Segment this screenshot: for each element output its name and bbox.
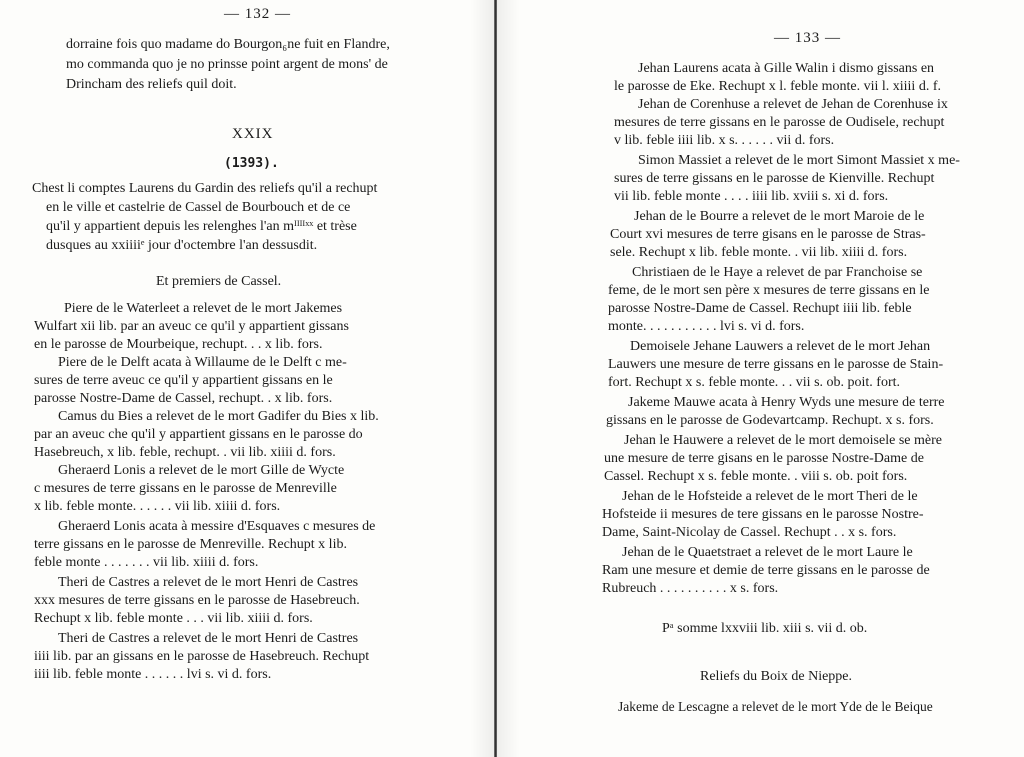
subheading: Reliefs du Boix de Nieppe. — [700, 669, 853, 684]
entry-line: Demoisele Jehane Lauwers a relevet de le mort Jehan — [630, 339, 931, 354]
entry-line: Jakeme de Lescagne a relevet de le mort Yde de le Beique — [618, 699, 933, 714]
entry-line: Lauwers une mesure de terre gissans en le parosse de Stain- — [608, 357, 944, 372]
entry-line: Christiaen de le Haye a relevet de par Franchoise se — [632, 265, 923, 280]
entry-line: Piere de le Waterleet a relevet de le mort Jakemes — [64, 301, 343, 316]
entry-line: le parosse de Eke. Rechupt x l. feble monte. vii l. xiiii d. f. — [614, 79, 941, 94]
entry-line: Gheraerd Lonis a relevet de le mort Gille de Wycte — [58, 463, 345, 478]
entry-line: Theri de Castres a relevet de le mort Henri de Castres — [58, 631, 359, 646]
entry-line: sures de terre aveuc ce qu'il y appartient gissans en le — [34, 373, 333, 388]
continuation-line: Drincham des reliefs quil doit. — [66, 77, 237, 92]
entry-line: mesures de terre gissans en le parosse de Oudisele, rechupt — [614, 115, 945, 130]
book-gutter — [494, 0, 497, 757]
continuation-line: mo commanda quo je no prinsse point argent de mons' de — [66, 57, 388, 72]
entry-line: Hofsteide ii mesures de tere gissans en le parosse Nostre- — [602, 507, 924, 522]
entry-line: une mesure de terre gisans en le parosse Nostre-Dame de — [604, 451, 924, 466]
entry-line: en le parosse de Mourbeique, rechupt. . . x lib. fors. — [34, 337, 323, 352]
entry-line: Rechupt x lib. feble monte . . . vii lib. xiiii d. fors. — [34, 611, 313, 626]
entry-line: terre gissans en le parosse de Menreville. Rechupt x lib. — [34, 537, 347, 552]
entry-line: Piere de le Delft acata à Willaume de le Delft c me- — [58, 355, 347, 370]
entry-line: Jehan de le Hofsteide a relevet de le mort Theri de le — [622, 489, 918, 504]
entry-line: Jehan de le Quaetstraet a relevet de le mort Laure le — [622, 545, 913, 560]
entry-line: vii lib. feble monte . . . . iiii lib. xviii s. xi d. fors. — [614, 189, 889, 204]
entry-line: Jehan de Corenhuse a relevet de Jehan de Corenhuse ix — [638, 97, 948, 112]
entry-line: Jehan de le Bourre a relevet de le mort Maroie de le — [634, 209, 925, 224]
entry-line: sele. Rechupt x lib. feble monte. . vii lib. xiiii d. fors. — [610, 245, 908, 260]
entry-line: Cassel. Rechupt x s. feble monte. . viii s. ob. poit fors. — [604, 469, 908, 484]
continuation-line: dorraine fois quo madame do Bourgon₆ne fuit en Flandre, — [66, 37, 390, 52]
entry-line: par an aveuc che qu'il y appartient gissans en le parosse do — [34, 427, 363, 442]
entry-line: parosse Nostre-Dame de Cassel, rechupt. . x lib. fors. — [34, 391, 333, 406]
entry-line: Jehan Laurens acata à Gille Walin i dismo gissans en — [638, 61, 935, 76]
entry-line: parosse Nostre-Dame de Cassel. Rechupt iiii lib. feble — [608, 301, 912, 316]
entry-line: feme, de le mort sen père x mesures de terre gissans en le — [608, 283, 930, 298]
intro-line: en le ville et castelrie de Cassel de Bourbouch et de ce — [46, 200, 351, 215]
summary-total: Pᵃ somme lxxviii lib. xiii s. vii d. ob. — [662, 621, 868, 636]
entry-line: x lib. feble monte. . . . . . vii lib. xiiii d. fors. — [34, 499, 281, 514]
entry-line: v lib. feble iiii lib. x s. . . . . . vii d. fors. — [614, 133, 835, 148]
intro-line: dusques au xxiiiiᵉ jour d'octembre l'an dessusdit. — [46, 238, 318, 253]
section-numeral: XXIX — [232, 126, 274, 142]
entry-line: iiii lib. feble monte . . . . . . lvi s. vi d. fors. — [34, 667, 272, 682]
entry-line: monte. . . . . . . . . . . lvi s. vi d. fors. — [608, 319, 805, 334]
intro-line: Chest li comptes Laurens du Gardin des reliefs qu'il a rechupt — [32, 181, 378, 196]
entry-line: Ram une mesure et demie de terre gissans en le parosse de — [602, 563, 930, 578]
entry-line: feble monte . . . . . . . vii lib. xiiii d. fors. — [34, 555, 259, 570]
entry-line: gissans en le parosse de Godevartcamp. Rechupt. x s. fors. — [606, 413, 934, 428]
subheading: Et premiers de Cassel. — [156, 274, 282, 289]
right-page-number: — 133 — — [774, 30, 841, 46]
entry-line: sures de terre gissans en le parosse de Kienville. Rechupt — [614, 171, 935, 186]
entry-line: fort. Rechupt x s. feble monte. . . vii s. ob. poit. fort. — [608, 375, 901, 390]
entry-line: Jehan le Hauwere a relevet de le mort demoisele se mère — [624, 433, 942, 448]
entry-line: Simon Massiet a relevet de le mort Simont Massiet x me- — [638, 153, 960, 168]
entry-line: Dame, Saint-Nicolay de Cassel. Rechupt . . x s. fors. — [602, 525, 897, 540]
entry-line: Hasebreuch, x lib. feble, rechupt. . vii lib. xiiii d. fors. — [34, 445, 336, 460]
entry-line: Wulfart xii lib. par an aveuc ce qu'il y appartient gissans — [34, 319, 349, 334]
section-year: (1393). — [224, 156, 279, 171]
entry-line: Court xvi mesures de terre gisans en le parosse de Stras- — [610, 227, 926, 242]
entry-line: Camus du Bies a relevet de le mort Gadifer du Bies x lib. — [58, 409, 379, 424]
entry-line: Jakeme Mauwe acata à Henry Wyds une mesure de terre — [628, 395, 945, 410]
entry-line: Rubreuch . . . . . . . . . . x s. fors. — [602, 581, 779, 596]
intro-line: qu'il y appartient depuis les relenghes l'an mᴵᴵᴵᴵˣˣ et trèse — [46, 219, 357, 234]
entry-line: c mesures de terre gissans en le parosse de Menreville — [34, 481, 337, 496]
entry-line: iiii lib. par an gissans en le parosse de Hasebreuch. Rechupt — [34, 649, 370, 664]
entry-line: Theri de Castres a relevet de le mort Henri de Castres — [58, 575, 359, 590]
entry-line: xxx mesures de terre gissans en le parosse de Hasebreuch. — [34, 593, 360, 608]
left-page-number: — 132 — — [224, 6, 291, 22]
entry-line: Gheraerd Lonis acata à messire d'Esquaves c mesures de — [58, 519, 376, 534]
